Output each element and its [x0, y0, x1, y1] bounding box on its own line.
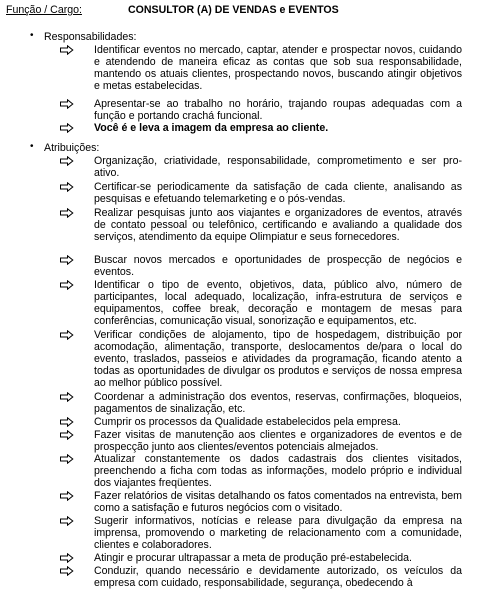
arrow-right-icon	[60, 123, 74, 133]
arrow-right-icon	[60, 454, 74, 464]
list-item-text: Certificar-se periodicamente da satisfação de cada cliente, analisando as pesquisas e efetuando telemarketing e o pós-vendas.	[94, 181, 462, 206]
arrow-right-icon	[60, 516, 74, 526]
arrow-right-icon	[60, 280, 74, 290]
arrow-right-icon	[60, 255, 74, 265]
arrow-right-icon	[60, 45, 74, 55]
job-title-value: CONSULTOR (A) DE VENDAS e EVENTOS	[128, 4, 339, 16]
list-item-text: Apresentar-se ao trabalho no horário, trajando roupas adequadas com a função e portando crachá funcional.	[94, 98, 462, 123]
list-item-text: Conduzir, quando necessário e devidamente autorizado, os veículos da empresa com cuidado, responsabilidade, segurança, obedecendo à	[94, 565, 462, 590]
list-item-text: Atualizar constantemente os dados cadastrais dos clientes visitados, preenchendo a ficha com todas as informações, modelo próprio e individual dos viajantes freqüentes.	[94, 453, 462, 490]
arrow-right-icon	[60, 392, 74, 402]
bullet-icon: •	[30, 30, 34, 41]
list-item-text: Atingir e procurar ultrapassar a meta de produção pré-estabelecida.	[94, 552, 412, 564]
list-item-text: Fazer relatórios de visitas detalhando os fatos comentados na entrevista, bem como a satisfação e futuros negócios com o visitado.	[94, 490, 462, 515]
list-item-text: Fazer visitas de manutenção aos clientes e organizadores de eventos e de prospecção junto aos clientes/eventos potenciais almejados.	[94, 429, 462, 454]
list-item-text: Você é e leva a imagem da empresa ao cliente.	[94, 122, 329, 134]
list-item-text: Coordenar a administração dos eventos, reservas, confirmações, bloqueios, pagamentos de sinalização, etc.	[94, 391, 462, 416]
arrow-right-icon	[60, 156, 74, 166]
arrow-right-icon	[60, 182, 74, 192]
arrow-right-icon	[60, 553, 74, 563]
arrow-right-icon	[60, 491, 74, 501]
job-title-label: Função / Cargo:	[6, 4, 82, 16]
section-title: Responsabilidades:	[44, 31, 137, 43]
job-header	[6, 4, 486, 18]
arrow-right-icon	[60, 417, 74, 427]
list-item-text: Identificar eventos no mercado, captar, atender e prospectar novos, cuidando e atendendo de maneira eficaz as contas que sob sua responsabilidade, mantendo os atuais clientes, prospectando novos, buscando atingir objetivos e metas estabelecidas.	[94, 44, 462, 93]
arrow-right-icon	[60, 99, 74, 109]
list-item-text: Identificar o tipo de evento, objetivos, data, público alvo, número de participantes, local adequado, localização, infra-estrutura de serviços e equipamentos, coffee break, decoração e montagem de mesas para conferências, comunicação visual, sonorização e equipamentos, etc.	[94, 279, 462, 328]
arrow-right-icon	[60, 430, 74, 440]
list-item-text: Realizar pesquisas junto aos viajantes e organizadores de eventos, através de contato pessoal ou telefônico, certificando e avaliando a qualidade dos serviços, atendimento da equipe Olimpiatur e seus fornecedores.	[94, 207, 462, 244]
list-item-text: Organização, criatividade, responsabilidade, comprometimento e ser pro-ativo.	[94, 155, 462, 180]
arrow-right-icon	[60, 208, 74, 218]
arrow-right-icon	[60, 330, 74, 340]
section-title: Atribuições:	[44, 142, 100, 154]
bullet-icon: •	[30, 141, 34, 152]
list-item-text: Cumprir os processos da Qualidade estabelecidos pela empresa.	[94, 416, 401, 428]
list-item-text: Verificar condições de alojamento, tipo de hospedagem, distribuição por acomodação, alimentação, transporte, deslocamentos de/para o local do evento, traslados, passeios e atividades da programação, ficando atento a todas as oportunidades de divulgar os produtos e serviços de nossa empresa ao melhor público possível.	[94, 329, 462, 390]
arrow-right-icon	[60, 566, 74, 576]
list-item-text: Buscar novos mercados e oportunidades de prospecção de negócios e eventos.	[94, 254, 462, 279]
list-item-text: Sugerir informativos, notícias e release para divulgação da empresa na imprensa, promovendo o marketing de relacionamento com a comunidade, clientes e colaboradores.	[94, 515, 462, 552]
